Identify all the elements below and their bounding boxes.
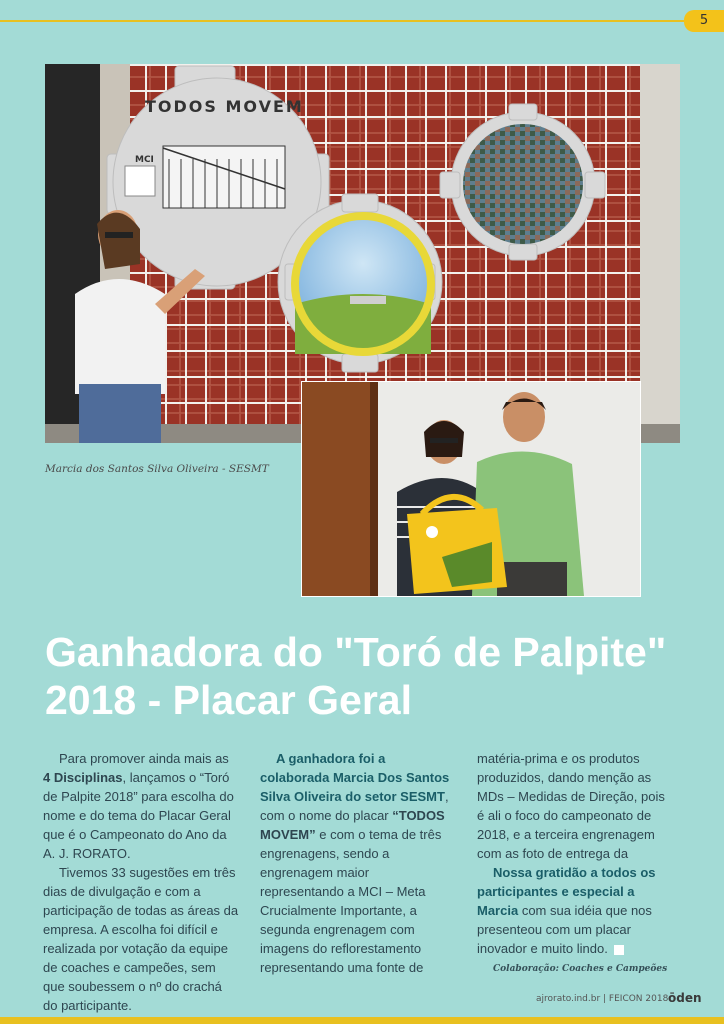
board-label: MCI	[135, 155, 154, 165]
photo-award-art	[302, 382, 640, 596]
article-column-1	[43, 749, 239, 1015]
end-mark-icon	[614, 945, 624, 955]
paragraph-1-text-a: Para promover ainda mais as	[59, 751, 229, 766]
footer-site: ajrorato.ind.br | FEICON 2018	[536, 994, 669, 1004]
paragraph-4-highlight: Nossa gratidão a todos os participantes e especial a Marcia	[477, 865, 656, 918]
paragraph-4-text-b: com sua idéia que nos presenteou com um placar inovador e muito lindo.	[477, 903, 652, 956]
oden-logo: ōden	[668, 991, 702, 1005]
page-number: 5	[684, 10, 724, 32]
paragraph-3-continued	[477, 749, 673, 863]
bottom-bar	[0, 1017, 724, 1024]
article-headline: Ganhadora do "Toró de Palpite" 2018 - Placar Geral	[45, 629, 667, 723]
paragraph-3-text-b: , com o nome do placar	[260, 789, 449, 823]
paragraph-1-text-c: , lançamos o “Toró de Palpite 2018” para escolha do nome e do tema do Placar Geral que é o Campeonato do Ano da A. J. RORATO.	[43, 770, 234, 861]
article-column-3	[477, 749, 673, 979]
paragraph-3-text-d-cont: matéria-prima e os produtos produzidos, dando menção as MDs – Medidas de Direção, pois é ali o foco do campeonato de 2018, e a terceira engrenagem com as foto de entrega da	[477, 751, 665, 861]
article-column-2	[260, 749, 456, 977]
paragraph-1	[43, 749, 239, 863]
photo-award	[301, 381, 641, 597]
paragraph-3-cont	[477, 749, 673, 863]
board-title: TODOS MOVEM	[145, 97, 304, 116]
paragraph-3-text-d: e com o tema de três engrenagens, sendo a engrenagem maior representando a MCI – Meta Crucialmente Importante, a segunda engrenagem com imagens do reflorestamento representando uma fonte de	[260, 827, 442, 975]
paragraph-2: Tivemos 33 sugestões em três dias de divulgação e com a participação de todas as áreas da empresa. A escolha foi difícil e realizada por votação da equipe de coaches e campeões, sem que soubessem o nº do crachá do participante.	[43, 865, 239, 1013]
paragraph-3-board-name: “TODOS MOVEM”	[260, 808, 445, 842]
photo-caption: Marcia dos Santos Silva Oliveira - SESMT	[45, 463, 269, 475]
article-credit: Colaboração: Coaches e Campeões	[493, 964, 668, 974]
top-rule	[0, 20, 684, 22]
paragraph-4	[477, 863, 673, 958]
paragraph-3-highlight: A ganhadora foi a colaborada Marcia Dos Santos Silva Oliveira do setor SESMT	[260, 751, 450, 804]
paragraph-1-highlight: 4 Disciplinas	[43, 770, 123, 785]
paragraph-3-continued-inner	[477, 749, 673, 863]
paragraph-3	[260, 749, 456, 977]
